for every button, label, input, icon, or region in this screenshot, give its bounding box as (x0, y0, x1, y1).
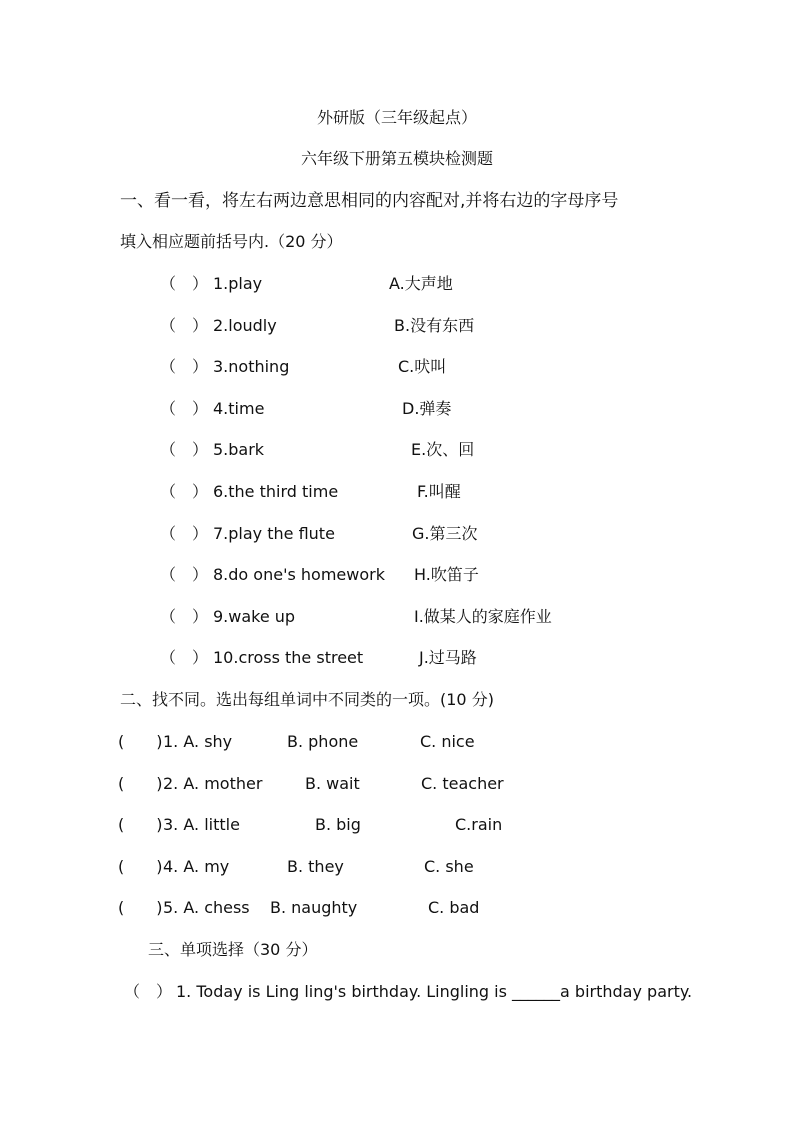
option-c: C. bad (428, 898, 480, 917)
answer-bracket[interactable]: ( ) (118, 732, 163, 751)
section2-heading: 二、找不同。选出每组单词中不同类的一项。(10 分) (120, 690, 494, 709)
option-b: B. phone (287, 732, 359, 751)
match-item-left: 8.do one's homework (213, 565, 385, 584)
match-item-left: 2.loudly (213, 316, 277, 335)
match-item-left: 6.the third time (213, 482, 339, 501)
match-item-left: 10.cross the street (213, 648, 364, 667)
match-item-right: E.次、回 (411, 440, 475, 459)
match-item-right: F.叫醒 (417, 482, 461, 501)
section1-heading-line1: 一、看一看，将左右两边意思相同的内容配对,并将右边的字母序号 (120, 191, 619, 211)
option-a: 4. A. my (163, 857, 230, 876)
option-b: B. naughty (270, 898, 358, 917)
answer-bracket[interactable]: （ ） (160, 482, 209, 501)
title-publisher: 外研版（三年级起点） (316, 108, 477, 127)
answer-bracket[interactable]: （ ） (160, 274, 209, 293)
answer-bracket[interactable]: （ ） (160, 565, 209, 584)
answer-bracket[interactable]: ( ) (118, 898, 163, 917)
answer-bracket[interactable]: （ ） (160, 316, 209, 335)
match-item-left: 3.nothing (213, 357, 290, 376)
option-c: C. she (424, 857, 474, 876)
option-c: C.rain (455, 815, 503, 834)
match-item-right: D.弹奏 (402, 399, 452, 418)
section3-heading: 三、单项选择（30 分） (148, 940, 318, 959)
match-item-right: G.第三次 (412, 524, 478, 543)
answer-bracket[interactable]: ( ) (118, 815, 163, 834)
match-item-left: 4.time (213, 399, 265, 418)
match-item-right: I.做某人的家庭作业 (414, 607, 552, 626)
option-c: C. teacher (421, 774, 504, 793)
match-item-right: J.过马路 (419, 648, 477, 667)
match-item-left: 5.bark (213, 440, 265, 459)
answer-bracket[interactable]: （ ） (160, 357, 209, 376)
option-b: B. they (287, 857, 344, 876)
option-b: B. big (315, 815, 361, 834)
option-c: C. nice (420, 732, 475, 751)
option-a: 5. A. chess (163, 898, 250, 917)
answer-bracket[interactable]: （ ） (160, 440, 209, 459)
answer-bracket[interactable]: （ ） (160, 524, 209, 543)
section1-heading-line2: 填入相应题前括号内.（20 分） (120, 232, 343, 251)
answer-bracket[interactable]: ( ) (118, 857, 163, 876)
match-item-right: A.大声地 (389, 274, 453, 293)
match-item-right: C.吠叫 (398, 357, 447, 376)
match-item-right: H.吹笛子 (414, 565, 479, 584)
answer-bracket[interactable]: （ ） (160, 607, 209, 626)
option-a: 1. A. shy (163, 732, 233, 751)
option-b: B. wait (305, 774, 360, 793)
title-worksheet: 六年级下册第五模块检测题 (300, 149, 493, 168)
match-item-left: 1.play (213, 274, 263, 293)
option-a: 2. A. mother (163, 774, 263, 793)
question-text: 1. Today is Ling ling's birthday. Lingling is ______a birthday party. (176, 982, 693, 1001)
answer-bracket[interactable]: ( ) (118, 774, 163, 793)
match-item-right: B.没有东西 (394, 316, 475, 335)
match-item-left: 9.wake up (213, 607, 296, 626)
answer-bracket[interactable]: （ ） (124, 982, 173, 1001)
match-item-left: 7.play the flute (213, 524, 335, 543)
answer-bracket[interactable]: （ ） (160, 399, 209, 418)
answer-bracket[interactable]: （ ） (160, 648, 209, 667)
option-a: 3. A. little (163, 815, 240, 834)
